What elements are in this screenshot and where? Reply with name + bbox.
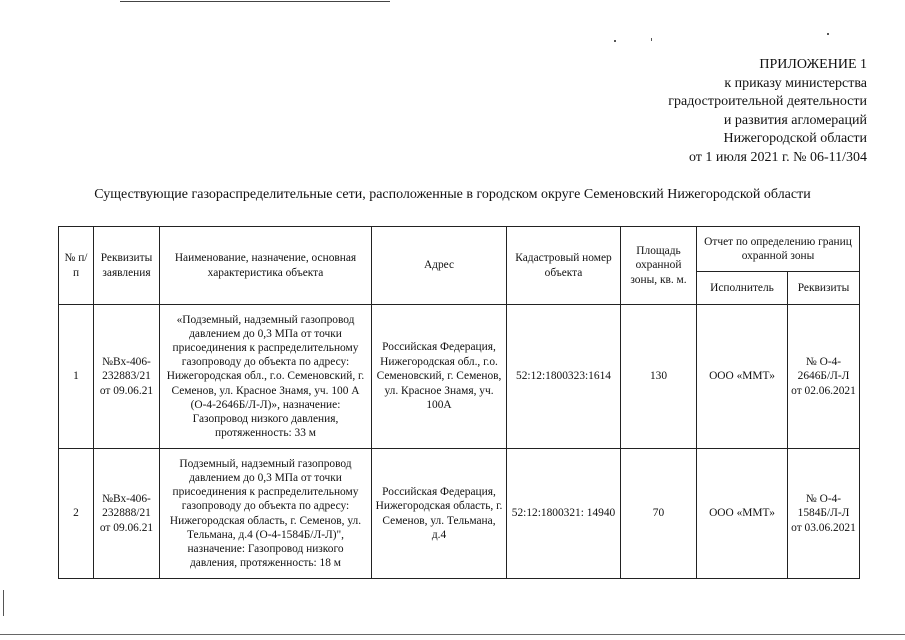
appendix-line: градостроительной деятельности	[668, 94, 867, 110]
appendix-line: от 1 июля 2021 г. № 06-11/304	[688, 149, 867, 165]
header-cadastral: Кадастровый номер объекта	[507, 227, 621, 305]
cell-executor: ООО «ММТ»	[697, 305, 788, 449]
scan-mark	[614, 40, 616, 42]
header-name: Наименование, назначение, основная характеристика объекта	[160, 227, 372, 305]
cell-cadastral: 52:12:1800323:1614	[507, 305, 621, 449]
cell-area: 70	[621, 449, 697, 579]
gas-network-table	[58, 226, 860, 579]
cell-requisites: № О-4-1584Б/Л-Л от 03.06.2021	[788, 449, 860, 579]
cell-requisites: № О-4-2646Б/Л-Л от 02.06.2021	[788, 305, 860, 449]
appendix-line: к приказу министерства	[724, 75, 867, 91]
header-report: Отчет по определению границ охранной зоны	[697, 227, 860, 272]
cell-num: 2	[59, 449, 94, 579]
scan-mark	[3, 590, 4, 616]
scan-mark	[651, 38, 652, 41]
document-title: Существующие газораспределительные сети, расположенные в городском округе Семеновский Нижегородской области	[94, 187, 811, 202]
cell-details: №Вх-406-232888/21 от 09.06.21	[94, 449, 160, 579]
cell-cadastral: 52:12:1800321: 14940	[507, 449, 621, 579]
header-address: Адрес	[372, 227, 507, 305]
header-num: № п/п	[59, 227, 94, 305]
table-row	[59, 305, 860, 449]
header-requisites: Реквизиты	[788, 272, 860, 305]
scan-mark	[827, 33, 829, 35]
cell-address: Российская Федерация, Нижегородская обл., г.о. Семеновский, г. Семенов, ул. Красное Знамя, уч. 100А	[372, 305, 507, 449]
cell-details: №Вх-406-232883/21 от 09.06.21	[94, 305, 160, 449]
appendix-block	[668, 56, 867, 168]
scan-rule-bottom	[0, 634, 905, 635]
header-area: Площадь охранной зоны, кв. м.	[621, 227, 697, 305]
header-details: Реквизиты заявления	[94, 227, 160, 305]
cell-executor: ООО «ММТ»	[697, 449, 788, 579]
cell-num: 1	[59, 305, 94, 449]
appendix-line: и развития агломераций	[723, 112, 867, 128]
appendix-line: ПРИЛОЖЕНИЕ 1	[759, 57, 867, 72]
cell-name: Подземный, надземный газопровод давлением до 0,3 МПа от точки присоединения к распределительному газопроводу до объекта по адресу: Нижегородская область, г. Семенов, ул. Тельмана, д.4 (О-4-1584Б/Л-Л)", назначение: Газопровод низкого давления, протяженность: 18 м	[160, 449, 372, 579]
cell-address: Российская Федерация, Нижегородская область, г. Семенов, ул. Тельмана, д.4	[372, 449, 507, 579]
cell-name: «Подземный, надземный газопровод давлением до 0,3 МПа от точки присоединения к распределительному газопроводу до объекта по адресу: Нижегородская обл., г.о. Семеновский, г. Семенов, ул. Красное Знамя, уч. 100 А (О-4-2646Б/Л-Л)», назначение: Газопровод низкого давления, протяженность: 33 м	[160, 305, 372, 449]
cell-area: 130	[621, 305, 697, 449]
scan-rule-top	[120, 1, 390, 2]
appendix-line: Нижегородской области	[723, 131, 867, 147]
table-header-row	[59, 227, 860, 272]
table-row	[59, 449, 860, 579]
header-executor: Исполнитель	[697, 272, 788, 305]
